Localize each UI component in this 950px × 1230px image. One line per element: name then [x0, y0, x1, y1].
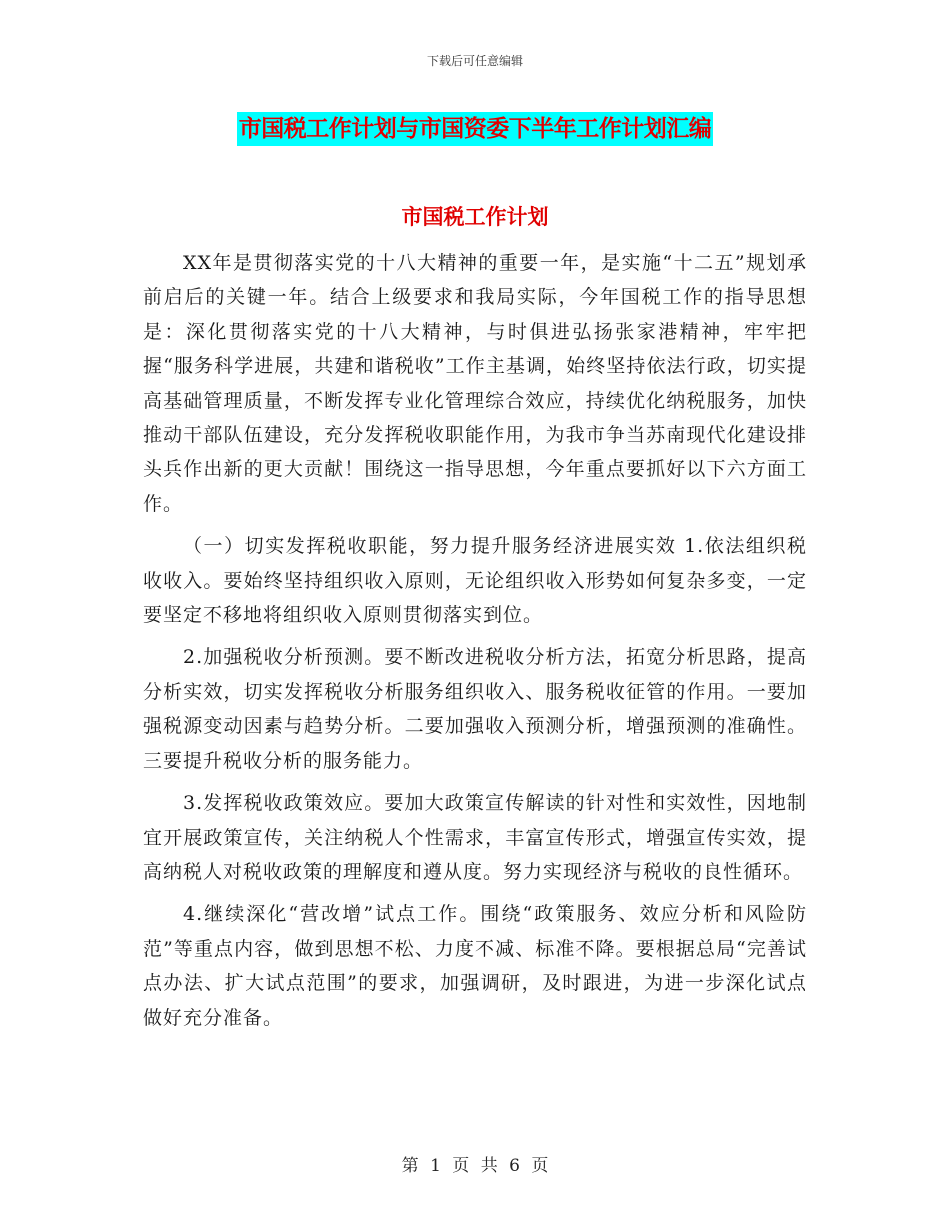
document-title: [0, 112, 950, 146]
paragraph: 2.加强税收分析预测。要不断改进税收分析方法，拓宽分析思路，提高分析实效，切实发挥税收分析服务组织收入、服务税收征管的作用。一要加强税源变动因素与趋势分析。二要加强收入预测分析，增强预测的准确性。三要提升税收分析的服务能力。: [143, 646, 807, 772]
page-header-note: 下载后可任意编辑: [426, 54, 523, 68]
section-title: 市国税工作计划: [401, 205, 549, 229]
document-body: [143, 246, 807, 1043]
page-footer-number: 第 1 页 共 6 页: [401, 1156, 549, 1176]
paragraph: XX年是贯彻落实党的十八大精神的重要一年，是实施“十二五”规划承前启后的关键一年。结合上级要求和我局实际，今年国税工作的指导思想是：深化贯彻落实党的十八大精神，与时俱进弘扬张家港精神，牢牢把握“服务科学进展，共建和谐税收”工作主基调，始终坚持依法行政，切实提高基础管理质量，不断发挥专业化管理综合效应，持续优化纳税服务，加快推动干部队伍建设，充分发挥税收职能作用，为我市争当苏南现代化建设排头兵作出新的更大贡献！围绕这一指导思想，今年重点要抓好以下六方面工作。: [143, 252, 807, 515]
document-title-text: 市国税工作计划与市国资委下半年工作计划汇编: [237, 112, 714, 146]
paragraph: 4.继续深化“营改增”试点工作。围绕“政策服务、效应分析和风险防范”等重点内容，做到思想不松、力度不减、标准不降。要根据总局“完善试点办法、扩大试点范围”的要求，加强调研，及时跟进，为进一步深化试点做好充分准备。: [143, 903, 807, 1029]
paragraph: 3.发挥税收政策效应。要加大政策宣传解读的针对性和实效性，因地制宜开展政策宣传，关注纳税人个性需求，丰富宣传形式，增强宣传实效，提高纳税人对税收政策的理解度和遵从度。努力实现经济与税收的良性循环。: [143, 792, 807, 883]
paragraph: （一）切实发挥税收职能，努力提升服务经济进展实效 1.依法组织税收收入。要始终坚持组织收入原则，无论组织收入形势如何复杂多变，一定要坚定不移地将组织收入原则贯彻落实到位。: [143, 535, 807, 627]
